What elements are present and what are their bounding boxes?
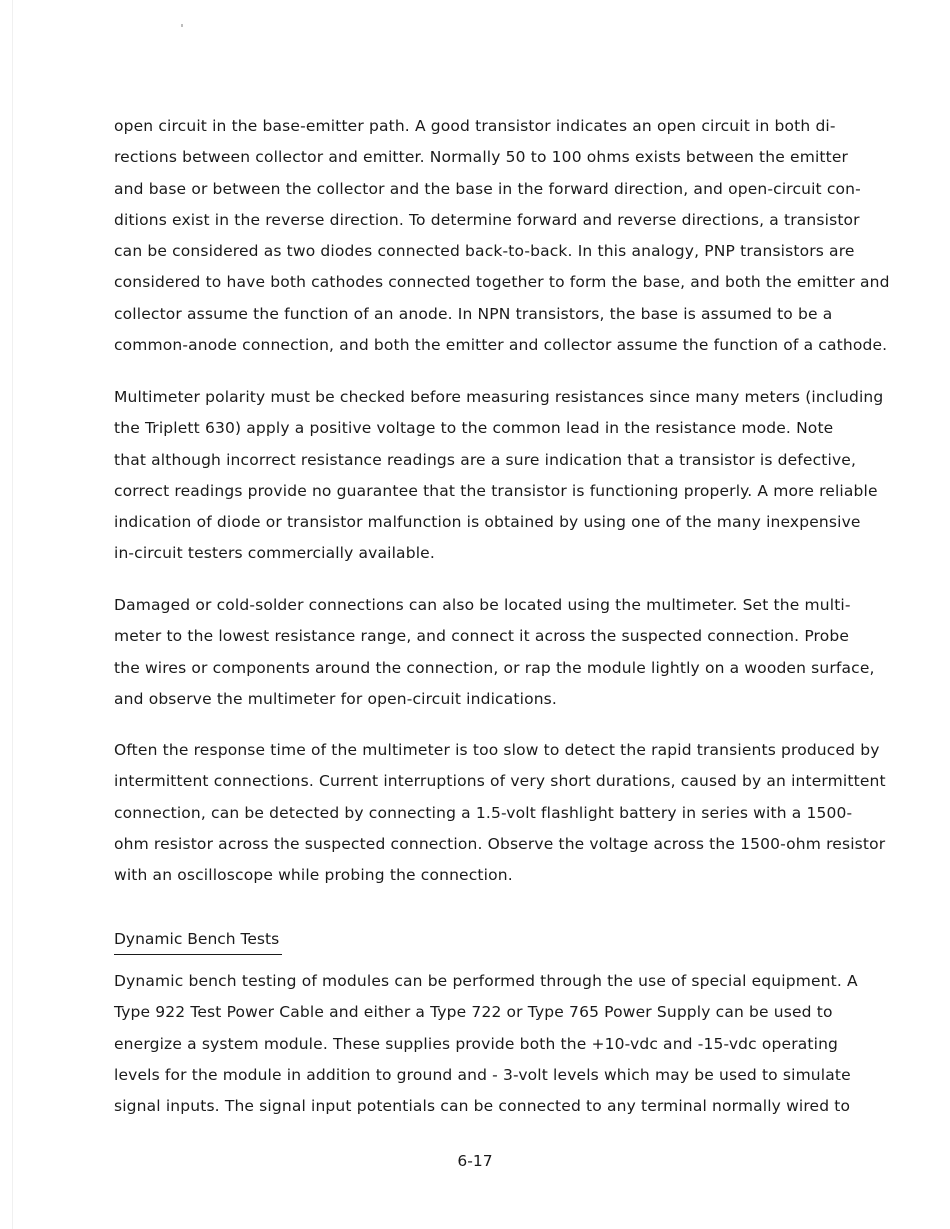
- text-line: signal inputs. The signal input potentials can be connected to any terminal normally wired to: [114, 1097, 851, 1116]
- text-line: correct readings provide no guarantee that the transistor is functioning properly. A more reliable: [114, 481, 878, 500]
- text-line: the Triplett 630) apply a positive voltage to the common lead in the resistance mode. Note: [114, 419, 834, 438]
- text-line: and base or between the collector and the base in the forward direction, and open-circuit con-: [114, 179, 861, 198]
- text-line: Often the response time of the multimeter is too slow to detect the rapid transients produced by: [114, 741, 880, 759]
- text-line: ditions exist in the reverse direction. To determine forward and reverse directions, a transistor: [114, 210, 860, 229]
- paragraph-transistor-testing: [114, 111, 914, 361]
- text-line: Dynamic bench testing of modules can be performed through the use of special equipment. A: [114, 972, 858, 990]
- text-line: ohm resistor across the suspected connection. Observe the voltage across the 1500-ohm resistor: [114, 834, 886, 853]
- text-line: rections between collector and emitter. Normally 50 to 100 ohms exists between the emitter: [114, 148, 849, 167]
- text-line: intermittent connections. Current interruptions of very short durations, caused by an intermittent: [114, 772, 886, 791]
- text-line: in-circuit testers commercially available.: [114, 544, 435, 563]
- text-line: energize a system module. These supplies provide both the +10-vdc and -15-vdc operating: [114, 1034, 839, 1053]
- section-heading: Dynamic Bench Tests: [114, 924, 282, 955]
- text-line: and observe the multimeter for open-circuit indications.: [114, 689, 557, 708]
- text-line: with an oscilloscope while probing the connection.: [114, 866, 513, 885]
- text-line: Damaged or cold-solder connections can also be located using the multimeter. Set the multi-: [114, 596, 851, 614]
- paragraph-intermittent-connections: [114, 735, 914, 891]
- text-line: open circuit in the base-emitter path. A good transistor indicates an open circuit in both di-: [114, 117, 836, 135]
- text-line: levels for the module in addition to ground and - 3-volt levels which may be used to simulate: [114, 1065, 851, 1084]
- text-line: collector assume the function of an anode. In NPN transistors, the base is assumed to be a: [114, 304, 833, 323]
- paragraph-multimeter-polarity: [114, 382, 914, 570]
- text-line: Type 922 Test Power Cable and either a Type 722 or Type 765 Power Supply can be used to: [114, 1003, 833, 1022]
- scan-speck: [181, 24, 183, 27]
- paragraph-dynamic-bench: [114, 966, 914, 1122]
- text-line: the wires or components around the connection, or rap the module lightly on a wooden surface,: [114, 658, 875, 677]
- text-line: meter to the lowest resistance range, and connect it across the suspected connection. Probe: [114, 627, 850, 646]
- page-number: 6-17: [457, 1152, 493, 1170]
- scan-edge-line: [12, 0, 13, 1229]
- text-line: can be considered as two diodes connected back-to-back. In this analogy, PNP transistors are: [114, 242, 855, 261]
- text-line: indication of diode or transistor malfunction is obtained by using one of the many inexpensive: [114, 513, 861, 532]
- text-line: common-anode connection, and both the emitter and collector assume the function of a cathode.: [114, 336, 888, 355]
- text-line: connection, can be detected by connecting a 1.5-volt flashlight battery in series with a 1500-: [114, 803, 853, 822]
- text-line: Multimeter polarity must be checked before measuring resistances since many meters (including: [114, 388, 884, 406]
- text-line: considered to have both cathodes connected together to form the base, and both the emitter and: [114, 273, 890, 292]
- text-line: that although incorrect resistance readings are a sure indication that a transistor is defective,: [114, 450, 857, 469]
- paragraph-cold-solder: [114, 590, 914, 715]
